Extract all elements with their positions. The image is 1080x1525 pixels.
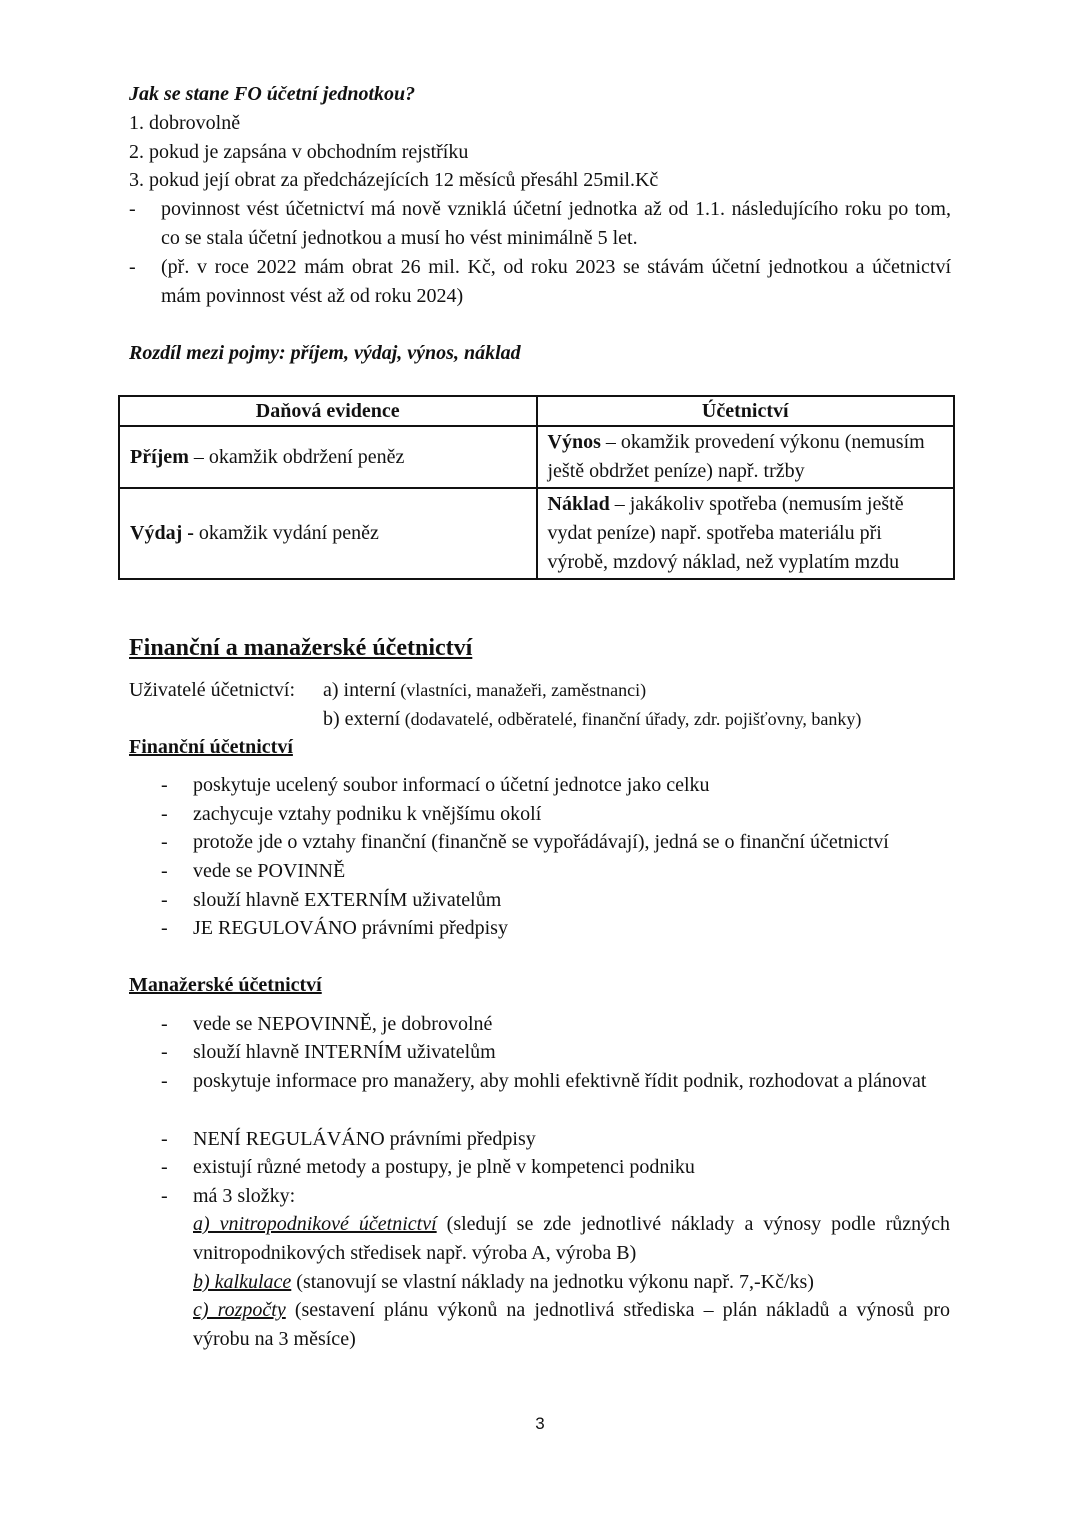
- bullet-item: vede se POVINNĚ: [193, 860, 346, 882]
- subheading-financni: Finanční účetnictví: [129, 736, 293, 758]
- page-number: 3: [535, 1414, 545, 1433]
- bullet-dash: -: [161, 1185, 168, 1207]
- bullet-item: má 3 složky:: [193, 1185, 296, 1207]
- definition: – okamžik obdržení peněz: [188, 445, 405, 468]
- component-item: c) rozpočty (sestavení plánu výkonů na jednotlivá střediska – plán nákladů a výnosů pro výrobu na 3 měsíce): [193, 1299, 951, 1350]
- bullet-item: NENÍ REGULÁVÁNO právními předpisy: [193, 1128, 536, 1150]
- term: Výdaj -: [130, 522, 194, 544]
- table-row: [119, 426, 954, 488]
- table-cell: [119, 426, 537, 488]
- term: Náklad: [547, 493, 610, 515]
- bullet-item: slouží hlavně INTERNÍM uživatelům: [193, 1041, 496, 1063]
- bullet-dash: -: [129, 256, 136, 278]
- section-heading-financni-manazerske: Finanční a manažerské účetnictví: [129, 635, 473, 661]
- bullet-dash: -: [161, 774, 168, 796]
- users-item: b) externí (dodavatelé, odběratelé, finanční úřady, zdr. pojišťovny, banky): [323, 708, 862, 730]
- bullet-dash: -: [161, 1041, 168, 1063]
- bullet-dash: -: [161, 1128, 168, 1150]
- term: Příjem: [130, 445, 189, 468]
- bullet-dash: -: [161, 917, 168, 939]
- table-cell: [119, 488, 537, 579]
- numbered-item: 3. pokud její obrat za předcházejících 12 měsíců přesáhl 25mil.Kč: [129, 169, 659, 191]
- table-cell: [537, 488, 955, 579]
- component-label: a) vnitropodnikové účetnictví: [193, 1213, 437, 1235]
- definition: okamžik vydání peněz: [193, 522, 379, 544]
- component-label: c) rozpočty: [193, 1299, 286, 1321]
- table-header: Daňová evidence: [119, 396, 537, 426]
- numbered-item: 1. dobrovolně: [129, 112, 241, 134]
- bullet-item: (př. v roce 2022 mám obrat 26 mil. Kč, od roku 2023 se stávám účetní jednotkou a účetnictví mám povinnost vést až od roku 2024): [161, 256, 951, 307]
- subheading-manazerske: Manažerské účetnictví: [129, 974, 322, 996]
- bullet-item: JE REGULOVÁNO právními předpisy: [193, 917, 508, 939]
- section-heading-rozdil: Rozdíl mezi pojmy: příjem, výdaj, výnos, náklad: [129, 342, 521, 364]
- bullet-dash: -: [161, 860, 168, 882]
- bullet-item: vede se NEPOVINNĚ, je dobrovolné: [193, 1013, 493, 1035]
- bullet-item: poskytuje ucelený soubor informací o účetní jednotce jako celku: [193, 774, 710, 796]
- table-row: [119, 488, 954, 579]
- table-header: Účetnictví: [537, 396, 955, 426]
- component-item: a) vnitropodnikové účetnictví (sledují se zde jednotlivé náklady a výnosy podle různých vnitropodnikových středisek např. výroba A, výroba B): [193, 1213, 950, 1264]
- table-cell: [537, 426, 955, 488]
- section-heading-fo: Jak se stane FO účetní jednotkou?: [129, 83, 416, 105]
- comparison-table: [118, 395, 955, 580]
- bullet-dash: -: [161, 1013, 168, 1035]
- bullet-dash: -: [161, 1156, 168, 1178]
- bullet-item: existují různé metody a postupy, je plně v kompetenci podniku: [193, 1156, 695, 1178]
- bullet-item: protože jde o vztahy finanční (finančně se vypořádávají), jedná se o finanční účetnictví: [193, 831, 889, 853]
- bullet-item: zachycuje vztahy podniku k vnějšímu okolí: [193, 803, 542, 825]
- bullet-dash: -: [161, 831, 168, 853]
- bullet-dash: -: [161, 889, 168, 911]
- component-label: b) kalkulace: [193, 1271, 292, 1293]
- definition: – jakákoliv spotřeba (nemusím ještě vydat peníze) např. spotřeba materiálu při výrobě, mzdový náklad, než vyplatím mzdu: [547, 493, 904, 573]
- bullet-dash: -: [161, 1070, 168, 1092]
- table-header-row: [119, 396, 954, 426]
- bullet-dash: -: [129, 198, 136, 220]
- bullet-dash: -: [161, 803, 168, 825]
- bullet-item: povinnost vést účetnictví má nově vzniklá účetní jednotka až od 1.1. následujícího roku po tom, co se stala účetní jednotkou a musí ho vést minimálně 5 let.: [161, 198, 951, 249]
- bullet-item: poskytuje informace pro manažery, aby mohli efektivně řídit podnik, rozhodovat a plánovat: [193, 1070, 927, 1092]
- numbered-item: 2. pokud je zapsána v obchodním rejstříku: [129, 141, 469, 163]
- users-label: Uživatelé účetnictví:: [129, 679, 296, 701]
- bullet-item: slouží hlavně EXTERNÍM uživatelům: [193, 889, 502, 911]
- users-item: a) interní (vlastníci, manažeři, zaměstnanci): [323, 679, 647, 701]
- component-item: b) kalkulace (stanovují se vlastní náklady na jednotku výkonu např. 7,-Kč/ks): [193, 1271, 814, 1293]
- term: Výnos: [547, 431, 601, 453]
- definition: – okamžik provedení výkonu (nemusím ještě obdržet peníze) např. tržby: [547, 431, 925, 482]
